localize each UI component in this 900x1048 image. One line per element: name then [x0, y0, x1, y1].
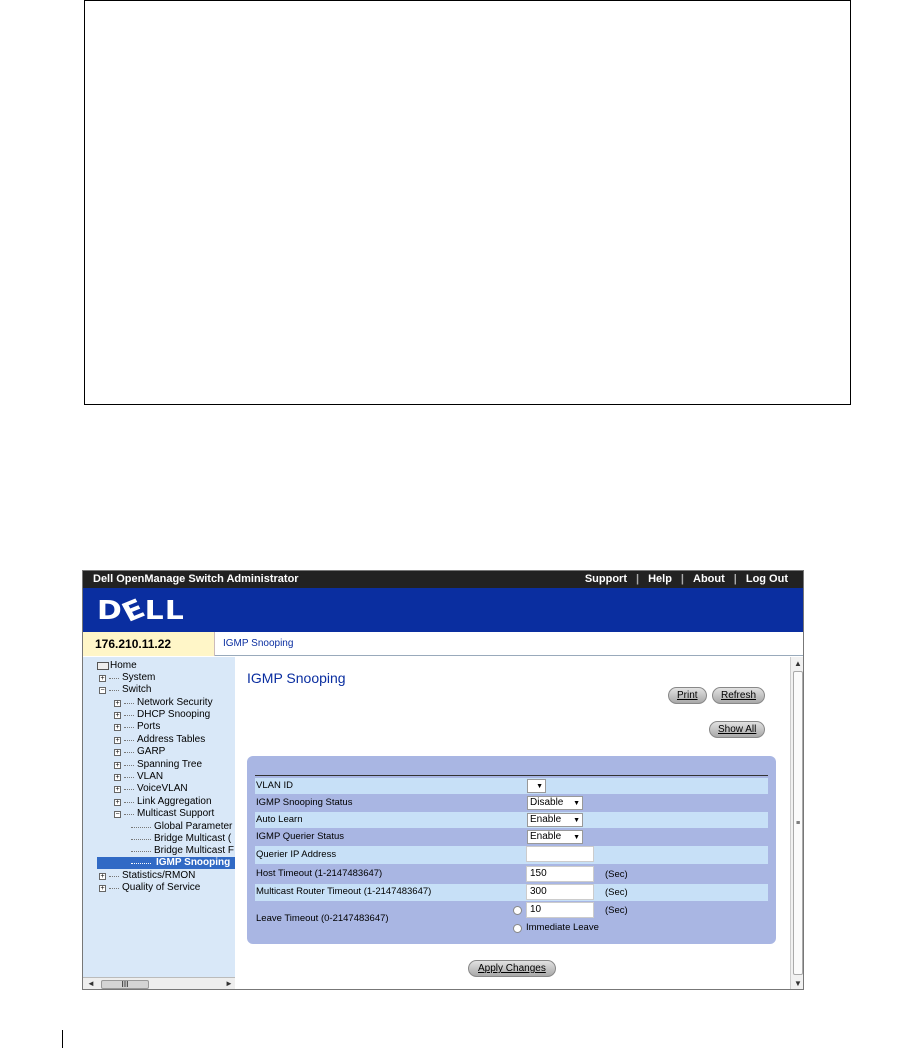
- vlan-id-select[interactable]: [527, 779, 546, 793]
- chevron-down-icon: ▼: [573, 834, 580, 841]
- scroll-thumb[interactable]: III: [101, 980, 149, 989]
- auto-learn-select[interactable]: Enable ▼: [527, 813, 583, 827]
- expand-icon[interactable]: +: [115, 711, 120, 719]
- title-bar: [83, 571, 804, 588]
- immediate-leave-radio[interactable]: [513, 924, 522, 933]
- address-bar: [83, 632, 804, 656]
- tree-item-voicevlan[interactable]: + VoiceVLAN: [115, 783, 188, 794]
- immediate-leave-label: Immediate Leave: [526, 922, 599, 933]
- igmp-snooping-status-select[interactable]: Disable ▼: [527, 796, 583, 810]
- page-margin-rule: [62, 1030, 63, 1048]
- dell-logo: DELL: [97, 593, 185, 629]
- querier-ip-input[interactable]: [526, 846, 594, 862]
- navigation-tree: [83, 657, 235, 977]
- row-querier-ip: Querier IP Address: [255, 846, 768, 864]
- tree-item-address-tables[interactable]: + Address Tables: [115, 734, 206, 745]
- tree-item-switch[interactable]: − Switch: [100, 684, 152, 695]
- tree-item-bridge-multicast-group[interactable]: Bridge Multicast (: [131, 833, 231, 845]
- sidebar-horizontal-scrollbar[interactable]: [83, 977, 235, 990]
- tree-item-vlan[interactable]: + VLAN: [115, 771, 164, 782]
- tree-item-multicast-support[interactable]: − Multicast Support: [115, 808, 215, 819]
- tree-item-garp[interactable]: + GARP: [115, 746, 166, 757]
- print-button[interactable]: Print: [668, 687, 707, 704]
- multicast-router-timeout-input[interactable]: 300: [526, 884, 594, 900]
- scroll-thumb[interactable]: ≡: [793, 671, 803, 975]
- panel-divider: [255, 775, 768, 776]
- scroll-left-icon[interactable]: ◄: [87, 979, 95, 988]
- row-leave-timeout: Leave Timeout (0-2147483647) 10 (Sec) Immediate Leave: [255, 902, 768, 938]
- row-auto-learn: Auto Learn Enable ▼: [255, 812, 768, 828]
- menu-separator: |: [680, 573, 684, 585]
- app-title: Dell OpenManage Switch Administrator: [93, 573, 299, 585]
- show-all-button[interactable]: Show All: [709, 721, 765, 738]
- collapse-icon[interactable]: −: [100, 686, 105, 694]
- tree-item-home[interactable]: Home: [97, 660, 137, 672]
- expand-icon[interactable]: +: [115, 798, 120, 806]
- tree-item-igmp-snooping[interactable]: IGMP Snooping: [97, 857, 235, 869]
- leave-timeout-radio[interactable]: [513, 906, 522, 915]
- menu-help[interactable]: Help: [648, 573, 672, 585]
- content-vertical-scrollbar[interactable]: [790, 657, 804, 990]
- menu-support[interactable]: Support: [584, 573, 627, 585]
- content-area: [235, 657, 790, 990]
- menu-logout[interactable]: Log Out: [745, 573, 788, 585]
- scroll-down-icon[interactable]: ▼: [794, 979, 802, 988]
- tree-item-ports[interactable]: + Ports: [115, 721, 161, 732]
- device-ip: 176.210.11.22: [83, 632, 215, 656]
- row-multicast-router-timeout: Multicast Router Timeout (1-2147483647) 300 (Sec): [255, 884, 768, 901]
- chevron-down-icon: ▼: [536, 783, 543, 790]
- menu-about[interactable]: About: [693, 573, 725, 585]
- brand-banner: [83, 588, 804, 632]
- leave-timeout-input[interactable]: 10: [526, 902, 594, 918]
- tree-item-spanning-tree[interactable]: + Spanning Tree: [115, 759, 203, 770]
- tree-item-dhcp-snooping[interactable]: + DHCP Snooping: [115, 709, 211, 720]
- expand-icon[interactable]: +: [115, 773, 120, 781]
- expand-icon[interactable]: +: [115, 723, 120, 731]
- expand-icon[interactable]: +: [115, 761, 120, 769]
- igmp-settings-panel: [247, 756, 776, 944]
- expand-icon[interactable]: +: [100, 884, 105, 892]
- empty-figure-frame: [84, 0, 851, 405]
- expand-icon[interactable]: +: [115, 699, 120, 707]
- tree-item-global-parameters[interactable]: Global Parameter: [131, 821, 232, 833]
- page-title: IGMP Snooping: [247, 670, 346, 686]
- tree-item-statistics-rmon[interactable]: + Statistics/RMON: [100, 870, 196, 881]
- row-host-timeout: Host Timeout (1-2147483647) 150 (Sec): [256, 868, 628, 880]
- breadcrumb[interactable]: IGMP Snooping: [223, 638, 294, 649]
- menu-separator: |: [733, 573, 737, 585]
- scroll-right-icon[interactable]: ►: [225, 979, 233, 988]
- host-timeout-input[interactable]: 150: [526, 866, 594, 882]
- expand-icon[interactable]: +: [115, 785, 120, 793]
- refresh-button[interactable]: Refresh: [712, 687, 765, 704]
- scroll-up-icon[interactable]: ▲: [794, 659, 802, 668]
- expand-icon[interactable]: +: [100, 674, 105, 682]
- browser-window: [82, 570, 804, 990]
- tree-item-network-security[interactable]: + Network Security: [115, 697, 213, 708]
- row-igmp-querier-status: IGMP Querier Status Enable ▼: [255, 829, 768, 845]
- top-menu: [576, 571, 797, 588]
- menu-separator: |: [636, 573, 640, 585]
- chevron-down-icon: ▼: [573, 817, 580, 824]
- chevron-down-icon: ▼: [573, 800, 580, 807]
- tree-item-system[interactable]: + System: [100, 672, 156, 683]
- igmp-querier-status-select[interactable]: Enable ▼: [527, 830, 583, 844]
- tree-item-quality-of-service[interactable]: + Quality of Service: [100, 882, 201, 893]
- row-igmp-snooping-status: IGMP Snooping Status Disable ▼: [255, 795, 768, 811]
- tree-item-bridge-multicast-forward[interactable]: Bridge Multicast F: [131, 845, 234, 857]
- apply-changes-button[interactable]: Apply Changes: [468, 960, 556, 977]
- tree-item-link-aggregation[interactable]: + Link Aggregation: [115, 796, 212, 807]
- expand-icon[interactable]: +: [100, 872, 105, 880]
- folder-icon: [97, 662, 109, 670]
- expand-icon[interactable]: +: [115, 748, 120, 756]
- row-vlan-id: VLAN ID ▼: [255, 778, 768, 794]
- collapse-icon[interactable]: −: [115, 810, 120, 818]
- expand-icon[interactable]: +: [115, 736, 120, 744]
